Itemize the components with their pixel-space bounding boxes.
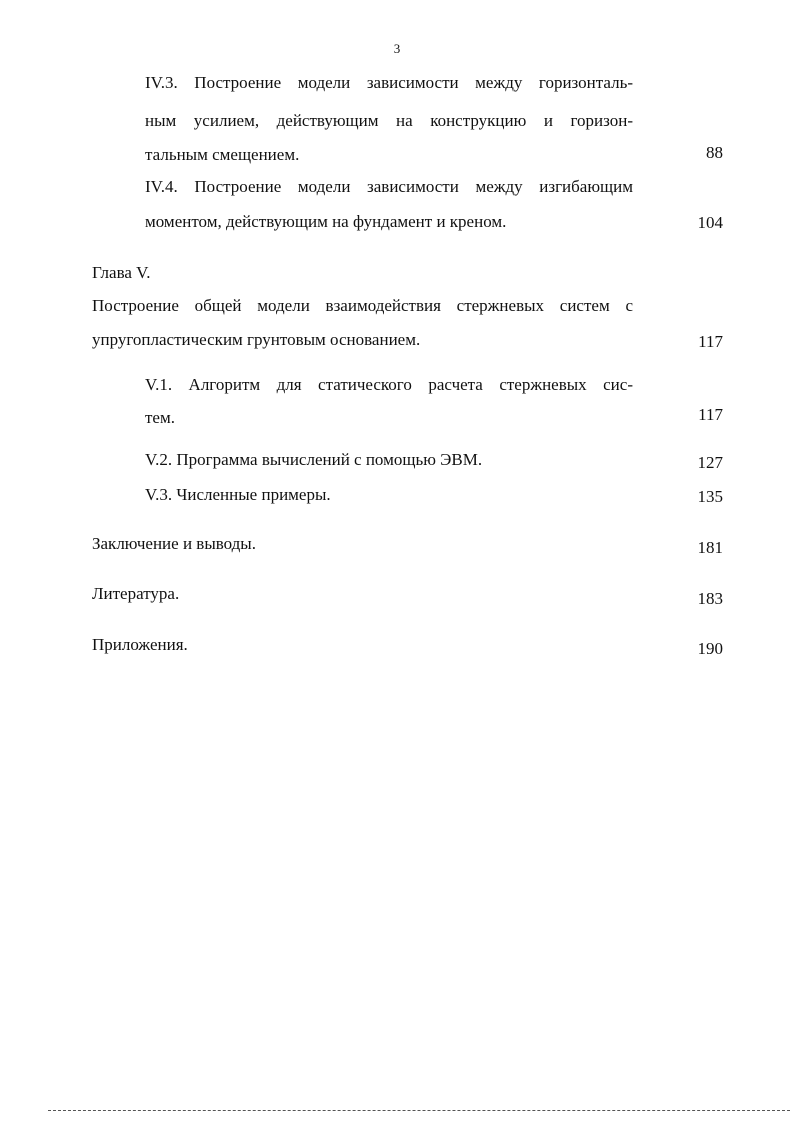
toc-v3-page: 135 [697,487,723,506]
page-number: 3 [393,41,401,56]
toc-v1-line-2: тем. [145,408,175,427]
toc-appendix-page: 190 [697,639,723,658]
toc-iv4-line-2: моментом, действующим на фундамент и креном. [145,212,507,231]
toc-v2-line-1: V.2. Программа вычислений с помощью ЭВМ. [145,450,483,469]
toc-iv3-line-3: тальным смещением. [145,145,300,164]
toc-v3-line-1: V.3. Численные примеры. [145,485,331,504]
toc-iv3-line-1: IV.3. Построение модели зависимости между горизонталь- [145,73,633,92]
toc-literature: Литература. [92,584,180,603]
toc-iv3-page: 88 [706,143,723,162]
toc-chapter5-heading: Глава V. [92,263,151,282]
toc-chapter5-page: 117 [698,332,723,351]
toc-conclusion-page: 181 [697,538,723,557]
toc-iv4-line-1: IV.4. Построение модели зависимости между изгибающим [145,177,633,196]
toc-iv4-page: 104 [697,213,723,232]
toc-chapter5-line-1: Построение общей модели взаимодействия стержневых систем с [92,296,633,315]
toc-iv3-line-2: ным усилием, действующим на конструкцию и горизон- [145,111,633,130]
toc-conclusion: Заключение и выводы. [92,534,256,553]
toc-appendix: Приложения. [92,635,188,654]
toc-literature-page: 183 [697,589,723,608]
toc-v1-line-1: V.1. Алгоритм для статического расчета стержневых сис- [145,375,633,394]
toc-v2-page: 127 [697,453,723,472]
toc-v1-page: 117 [698,405,723,424]
scan-edge-rule [48,1110,790,1111]
toc-chapter5-line-2: упругопластическим грунтовым основанием. [92,330,421,349]
